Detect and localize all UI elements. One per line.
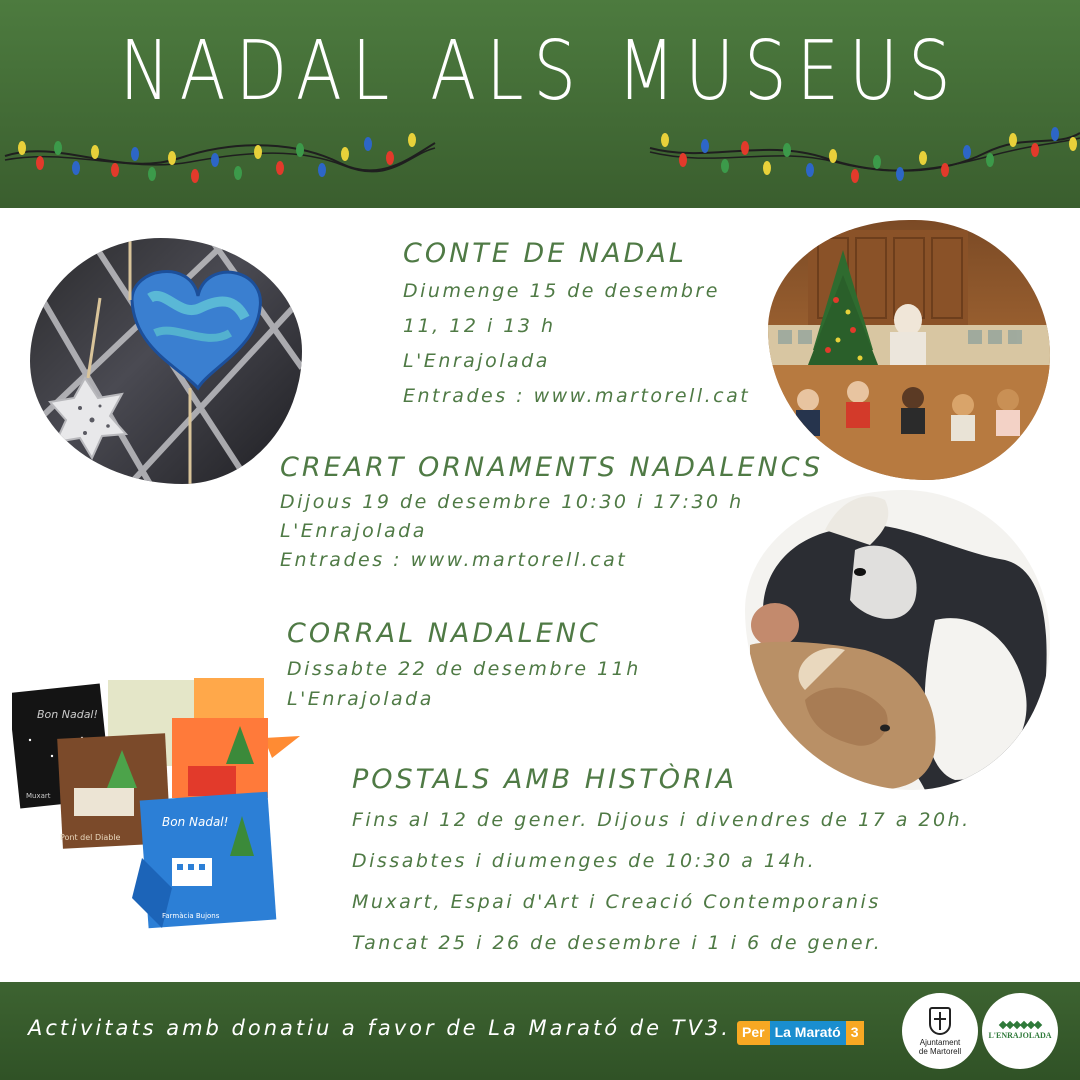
enrajolada-logo-name: L'ENRAJOLADA [988, 1031, 1052, 1040]
event-title: POSTALS AMB HISTÒRIA [352, 764, 738, 795]
martorell-logo-line2: de Martorell [918, 1046, 962, 1056]
enrajolada-logo [982, 993, 1058, 1069]
event-title: CREART ORNAMENTS NADALENCS [280, 452, 824, 483]
marato-channel-label: 3 [846, 1021, 864, 1045]
event-venue: L'Enrajolada [287, 688, 434, 710]
martorell-crest-icon [929, 1007, 951, 1035]
christmas-lights-left [0, 118, 440, 198]
event-venue: L'Enrajolada [403, 350, 550, 372]
card-text-bon-nadal: Bon Nadal! [37, 708, 98, 721]
header-banner [0, 0, 1080, 208]
marato-per-label: Per [737, 1021, 770, 1045]
event-postals-amb-historia [352, 760, 971, 964]
event-closed-dates: Tancat 25 i 26 de desembre i 1 i 6 de gener. [352, 932, 883, 954]
marato-logo [737, 1021, 877, 1045]
event-dates-weekends: Dissabtes i diumenges de 10:30 a 14h. [352, 850, 817, 872]
event-tickets: Entrades : www.martorell.cat [280, 549, 628, 571]
event-time: 11, 12 i 13 h [403, 315, 556, 337]
event-creart-ornaments [280, 448, 823, 575]
popup-cards-photo [12, 668, 300, 938]
storytelling-photo [768, 220, 1050, 480]
event-venue: L'Enrajolada [280, 520, 427, 542]
ornaments-photo [30, 238, 302, 484]
ajuntament-martorell-logo [902, 993, 978, 1069]
tiles-icon [1000, 1022, 1041, 1028]
event-tickets: Entrades : www.martorell.cat [403, 385, 751, 407]
event-date-time: Dissabte 22 de desembre 11h [287, 658, 641, 680]
card-text-muxart: Muxart [26, 792, 51, 800]
event-dates-weekdays: Fins al 12 de gener. Dijous i divendres de 17 a 20h. [352, 809, 971, 831]
event-conte-de-nadal [403, 234, 750, 414]
marato-name-label: La Marató [770, 1021, 846, 1045]
page-title: NADAL ALS MUSEUS [119, 24, 961, 119]
event-title: CONTE DE NADAL [403, 238, 687, 269]
event-date: Diumenge 15 de desembre [403, 280, 720, 302]
card-text-pont-del-diable: Pont del Diable [60, 833, 121, 842]
card-text-farmacia-bujons: Farmàcia Bujons [162, 912, 220, 920]
event-title: CORRAL NADALENC [287, 618, 601, 649]
martorell-logo-line1: Ajuntament [919, 1037, 961, 1047]
event-corral-nadalenc [287, 614, 641, 714]
footer-donation-text: Activitats amb donatiu a favor de La Marató de TV3. [28, 1016, 731, 1040]
event-date-time: Dijous 19 de desembre 10:30 i 17:30 h [280, 491, 744, 513]
christmas-lights-right [645, 118, 1080, 198]
event-venue: Muxart, Espai d'Art i Creació Contemporanis [352, 891, 881, 913]
card-text-bon-nadal-2: Bon Nadal! [162, 815, 229, 829]
